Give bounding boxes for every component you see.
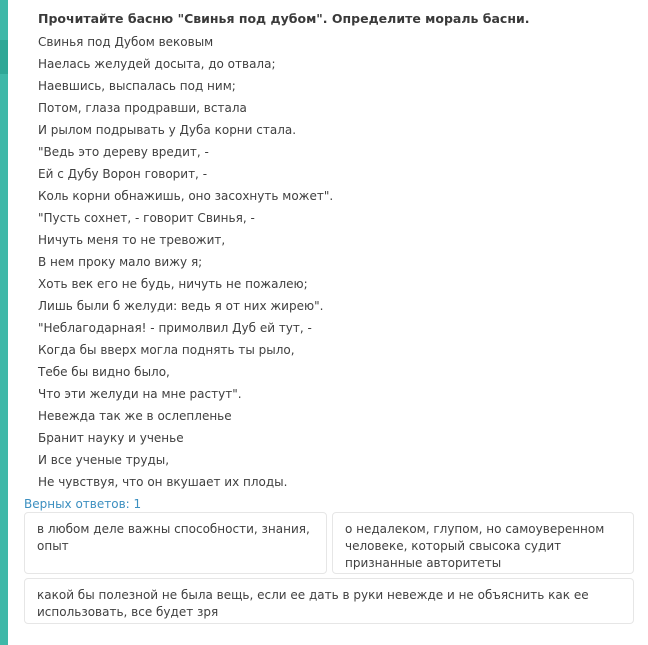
poem-line: Не чувствуя, что он вкушает их плоды. bbox=[38, 475, 288, 489]
correct-answers-count: Верных ответов: 1 bbox=[24, 497, 142, 511]
poem-line: Ей с Дубу Ворон говорит, - bbox=[38, 167, 208, 181]
question-title: Прочитайте басню "Свинья под дубом". Определите мораль басни. bbox=[38, 11, 530, 26]
question-panel bbox=[38, 9, 638, 493]
poem-line: Свинья под Дубом вековым bbox=[38, 35, 214, 49]
left-accent-rail bbox=[0, 0, 8, 645]
poem-line: Тебе бы видно было, bbox=[38, 365, 170, 379]
poem-line: Невежда так же в ослепленье bbox=[38, 409, 232, 423]
poem-line: И рылом подрывать у Дуба корни стала. bbox=[38, 123, 297, 137]
poem-line: Лишь были б желуди: ведь я от них жирею". bbox=[38, 299, 324, 313]
poem-line: "Пусть сохнет, - говорит Свинья, - bbox=[38, 211, 255, 225]
poem-line: Наевшись, выспалась под ним; bbox=[38, 79, 236, 93]
poem-line: Что эти желуди на мне растут". bbox=[38, 387, 242, 401]
fable-text bbox=[38, 31, 638, 493]
poem-line: "Неблагодарная! - примолвил Дуб ей тут, - bbox=[38, 321, 312, 335]
poem-line: "Ведь это дереву вредит, - bbox=[38, 145, 209, 159]
poem-line: В нем проку мало вижу я; bbox=[38, 255, 203, 269]
poem-line: Бранит науку и ученье bbox=[38, 431, 184, 445]
answer-option-3[interactable]: какой бы полезной не была вещь, если ее дать в руки невежде и не объяснить как ее использовать, все будет зря bbox=[24, 578, 634, 624]
poem-line: И все ученые труды, bbox=[38, 453, 170, 467]
rail-notch bbox=[0, 40, 8, 74]
answer-option-2[interactable]: о недалеком, глупом, но самоуверенном человеке, который свысока судит признанные авторитеты bbox=[332, 512, 634, 574]
answer-option-1[interactable]: в любом деле важны способности, знания, опыт bbox=[24, 512, 327, 574]
poem-line: Ничуть меня то не тревожит, bbox=[38, 233, 226, 247]
poem-line: Хоть век его не будь, ничуть не пожалею; bbox=[38, 277, 308, 291]
poem-line: Коль корни обнажишь, оно засохнуть может". bbox=[38, 189, 334, 203]
poem-line: Потом, глаза продравши, встала bbox=[38, 101, 247, 115]
poem-line: Когда бы вверх могла поднять ты рыло, bbox=[38, 343, 295, 357]
poem-line: Наелась желудей досыта, до отвала; bbox=[38, 57, 276, 71]
